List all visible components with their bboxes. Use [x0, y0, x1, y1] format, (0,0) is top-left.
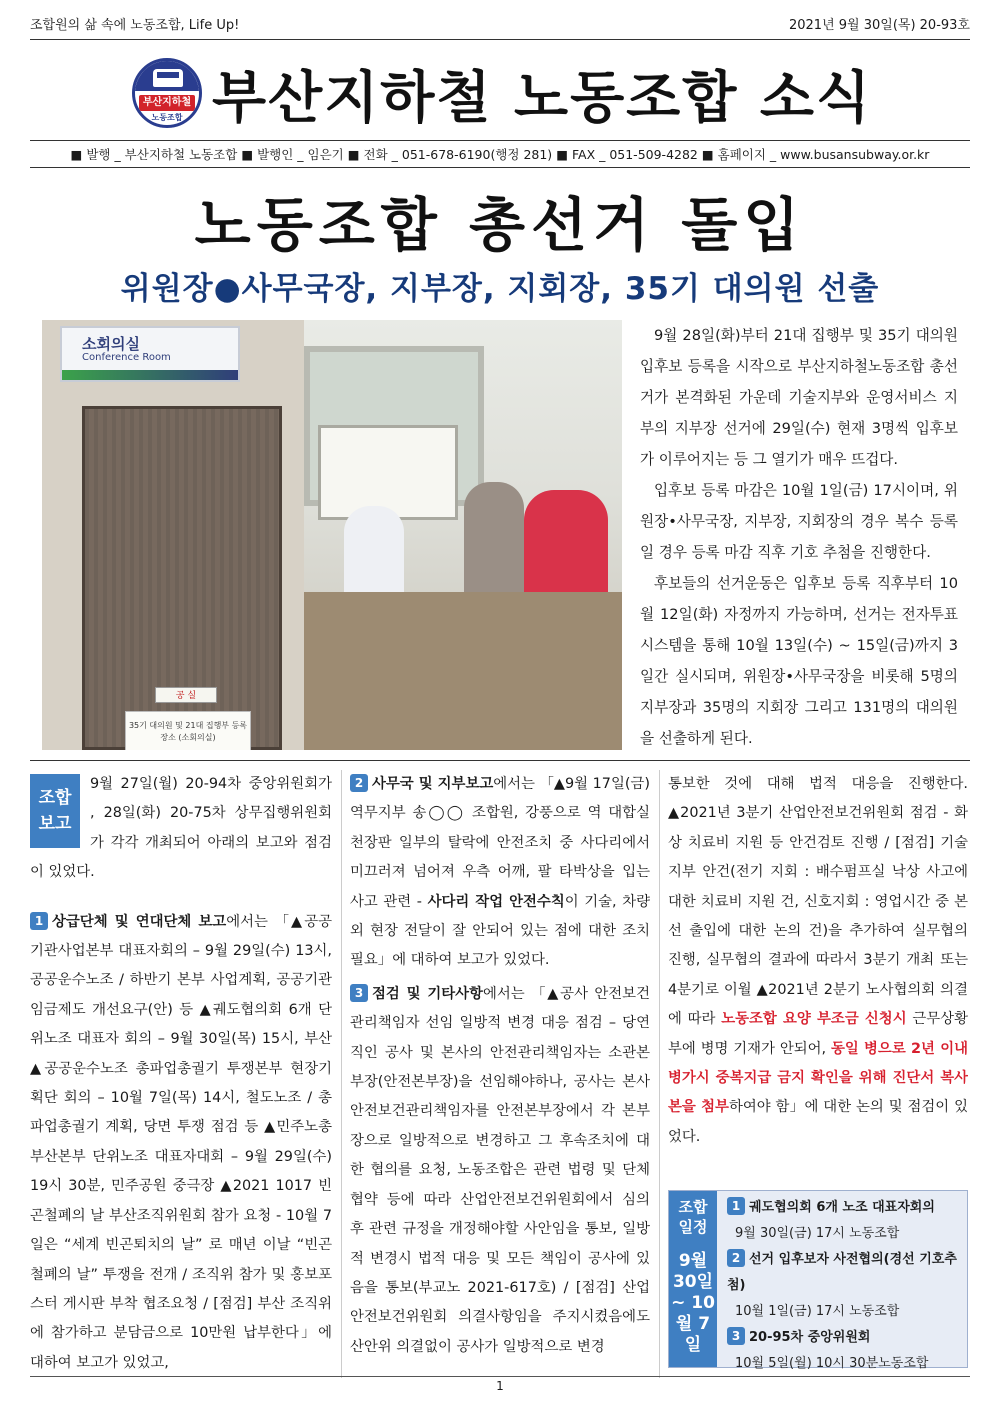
column-divider	[341, 770, 342, 1378]
logo-sub: 노동조합	[151, 113, 183, 122]
report-column-3	[668, 770, 968, 1182]
section-title: 점검 및 기타사항	[372, 985, 483, 1002]
divider	[30, 760, 970, 761]
issue-date: 2021년 9월 30일(목) 20-93호	[788, 18, 970, 33]
info-phone: ■ 전화 _ 051-678-6190(행정 281)	[347, 147, 553, 162]
lead-paragraph: 9월 28일(화)부터 21대 집행부 및 35기 대의원 입후보 등록을 시작으로 부산지하철노동조합 총선거가 본격화된 가운데 기술지부와 운영서비스 지부의 지부장 선거에 29일(수) 현재 3명씩 입후보가 이루어지는 등 그 열기가 매우 뜨겁다.	[640, 327, 958, 468]
section-number: 3	[350, 984, 368, 1002]
info-publisher: ■ 발행 _ 부산지하철 노동조합	[70, 147, 238, 162]
info-fax: ■ FAX _ 051-509-4282	[556, 146, 698, 162]
schedule-detail: 10월 5일(월) 10시 30분노동조합	[735, 1356, 929, 1371]
schedule-box	[668, 1190, 968, 1371]
slogan: 조합원의 삶 속에 노동조합, Life Up!	[30, 18, 240, 33]
schedule-detail: 9월 30일(금) 17시 노동조합	[735, 1226, 900, 1241]
train-icon	[153, 69, 183, 87]
section-number: 2	[350, 774, 368, 792]
report-column-2	[350, 770, 650, 1362]
report-intro: 9월 27일(월) 20-94차 중앙위원회가 , 28일(화) 20-75차 상무집행위원회가 각각 개최되어 아래의 보고와 점검이 있었다.	[30, 776, 332, 881]
door	[82, 406, 282, 750]
highlight: 노동조합 요양 부조금 신청시	[721, 1011, 907, 1028]
schedule-item: 1 궤도협의회 6개 노조 대표자회의	[727, 1195, 961, 1221]
report-column-1	[30, 770, 332, 1378]
schedule-side	[669, 1191, 717, 1367]
schedule-list	[727, 1195, 961, 1377]
section-2: 2 사무국 및 지부보고에서는 「▲9월 17일(금) 역무지부 송◯◯ 조합원, 강풍으로 역 대합실 천장판 일부의 탈락에 안전조치 중 사다리에서 미끄러져 넘어져 우측 어깨, 팔 타박상을 입는 사고 관련 - 사다리 작업 안전수칙이 기술, 차량 외 현장 전달이 잘 안되어 있는 점에 대한 조치 필요」에 대하여 보고가 있었다.	[350, 776, 650, 969]
door-notice: 35기 대의원 및 21대 집행부 등록 장소 (소회의실)	[125, 711, 251, 750]
section-title: 사무국 및 지부보고	[372, 776, 494, 792]
logo-text: 부산지하철	[139, 95, 195, 111]
report-tag: 조합 보고	[30, 774, 80, 848]
newsletter-title: 부산지하철 노동조합 소식	[212, 66, 873, 131]
headline: 노동조합 총선거 돌입	[194, 191, 806, 259]
schedule-item: 3 20-95차 중앙위원회	[727, 1325, 961, 1351]
column-divider	[659, 770, 660, 1378]
schedule-detail: 10월 1일(금) 17시 노동조합	[735, 1304, 900, 1319]
masthead	[0, 48, 1000, 138]
meeting-table	[304, 592, 622, 750]
schedule-title: 조합 일정	[678, 1198, 708, 1236]
subheadline: 위원장●사무국장, 지부장, 지회장, 35기 대의원 선출	[120, 271, 880, 307]
registration-photo	[42, 320, 622, 750]
schedule-item: 2 선거 입후보자 사전협의(경선 기호추첨)	[727, 1251, 957, 1293]
schedule-dates: 9월 30일 ~ 10월 7일	[671, 1251, 715, 1355]
section-number: 1	[30, 912, 48, 930]
page-number: 1	[30, 1376, 970, 1393]
info-issuer: ■ 발행인 _ 임은기	[241, 147, 344, 162]
section-3: 3 점검 및 기타사항에서는 「▲공사 안전보건관리책임자 선임 일방적 변경 대응 점검 – 당연직인 공사 및 본사의 안전관리책임자는 소관본부장(안전본부장)을 선임해야하나, 공사는 본사 안전보건관리책임자를 안전본부장에서 각 본부장으로 일방적으로 변경하고 그 후속조치에 대한 협의를 요청, 노동조합은 관련 법령 및 단체협약 등에 따라 산업안전보건위원회에서 심의 후 관련 규정을 개정해야할 사안임을 통보, 일방적 변경시 법적 대응 및 모든 책임이 공사에 있음을 통보(부교노 2021-617호) / [점검] 산업안전보건위원회 의결사항임을 주지시켰음에도 산안위 의결없이 공사가 일방적으로 변경	[350, 985, 650, 1355]
room-sign: 소회의실 Conference Room	[60, 326, 240, 382]
lead-paragraph: 후보들의 선거운동은 입후보 등록 직후부터 10월 12일(화) 자정까지 가능하며, 선거는 전자투표 시스템을 통해 10월 13일(수) ~ 15일(금)까지 3일간 실시되며, 위원장•사무국장을 비롯해 5명의 지부장과 35명의 지회장 그리고 131명의 대의원을 선출하게 된다.	[640, 575, 958, 747]
door-label: 공 실	[155, 687, 217, 703]
publisher-info	[30, 140, 970, 168]
union-logo	[132, 58, 202, 128]
info-homepage[interactable]: ■ 홈페이지 _ www.busansubway.or.kr	[701, 147, 930, 162]
section-title: 상급단체 및 연대단체 보고	[52, 913, 227, 930]
lead-paragraph: 입후보 등록 마감은 10월 1일(금) 17시이며, 위원장•사무국장, 지부장, 지회장의 경우 복수 등록일 경우 등록 마감 직후 기호 추첨을 진행한다.	[640, 482, 958, 561]
emphasis: 사다리 작업 안전수칙	[427, 893, 565, 910]
section-body: 에서는 「▲공공기관사업본부 대표자회의 – 9월 29일(수) 13시, 공공운수노조 / 하반기 본부 사업계획, 공공기관 임금제도 개선요구(안) 등 ▲궤도협의회 6개 단위노조 대표자 회의 – 9월 30일(목) 15시, 부산 ▲공공운수노조 총파업총궐기 투쟁본부 현장기획단 회의 – 10월 7일(목) 14시, 철도노조 / 총파업총궐기 계획, 당면 투쟁 점검 등 ▲민주노총부산본부 단위노조 대표자대회 – 9월 29일(수) 19시 30분, 민주공원 중극장 ▲2021 1017 빈곤철폐의 날 부산조직위원회 참가 요청 - 10월 7일은 “세계 빈곤퇴치의 날” 로 매년 이날 “빈곤철폐의 날” 투쟁을 전개 / 조직위 참가 및 홍보포스터 게시판 부착 협조요청 / [점검] 부산 조직위에 참가하고 분담금으로 10만원 납부한다」에 대하여 보고가 있었고,	[30, 913, 332, 1371]
lead-article	[640, 320, 958, 754]
highlight: 동일 병으로 2년 이내 병가시 중복지급 금지 확인을 위해 진단서 복사본을 첨부	[668, 1040, 968, 1116]
top-bar	[30, 14, 970, 40]
section-1	[30, 908, 332, 1379]
section-3-continued: 통보한 것에 대해 법적 대응을 진행한다. ▲2021년 3분기 산업안전보건위원회 점검 - 화상 치료비 지원 등 안건검토 진행 / [점검] 기술지부 안건(전기 지회 : 배수펌프실 낙상 사고에 대한 치료비 지원 건, 신호지회 : 영업시간 중 본선 출입에 대한 논의 건)을 추가하여 실무협의 진행, 실무협의 결과에 따라서 3분기 개최 또는 4분기로 이월 ▲2021년 2분기 노사협의회 의결에 따라 노동조합 요양 부조금 신청시 근무상황부에 병명 기재가 안되어, 동일 병으로 2년 이내 병가시 중복지급 금지 확인을 위해 진단서 복사본을 첨부하여야 함」에 대한 논의 및 점검이 있었다.	[668, 776, 968, 1145]
